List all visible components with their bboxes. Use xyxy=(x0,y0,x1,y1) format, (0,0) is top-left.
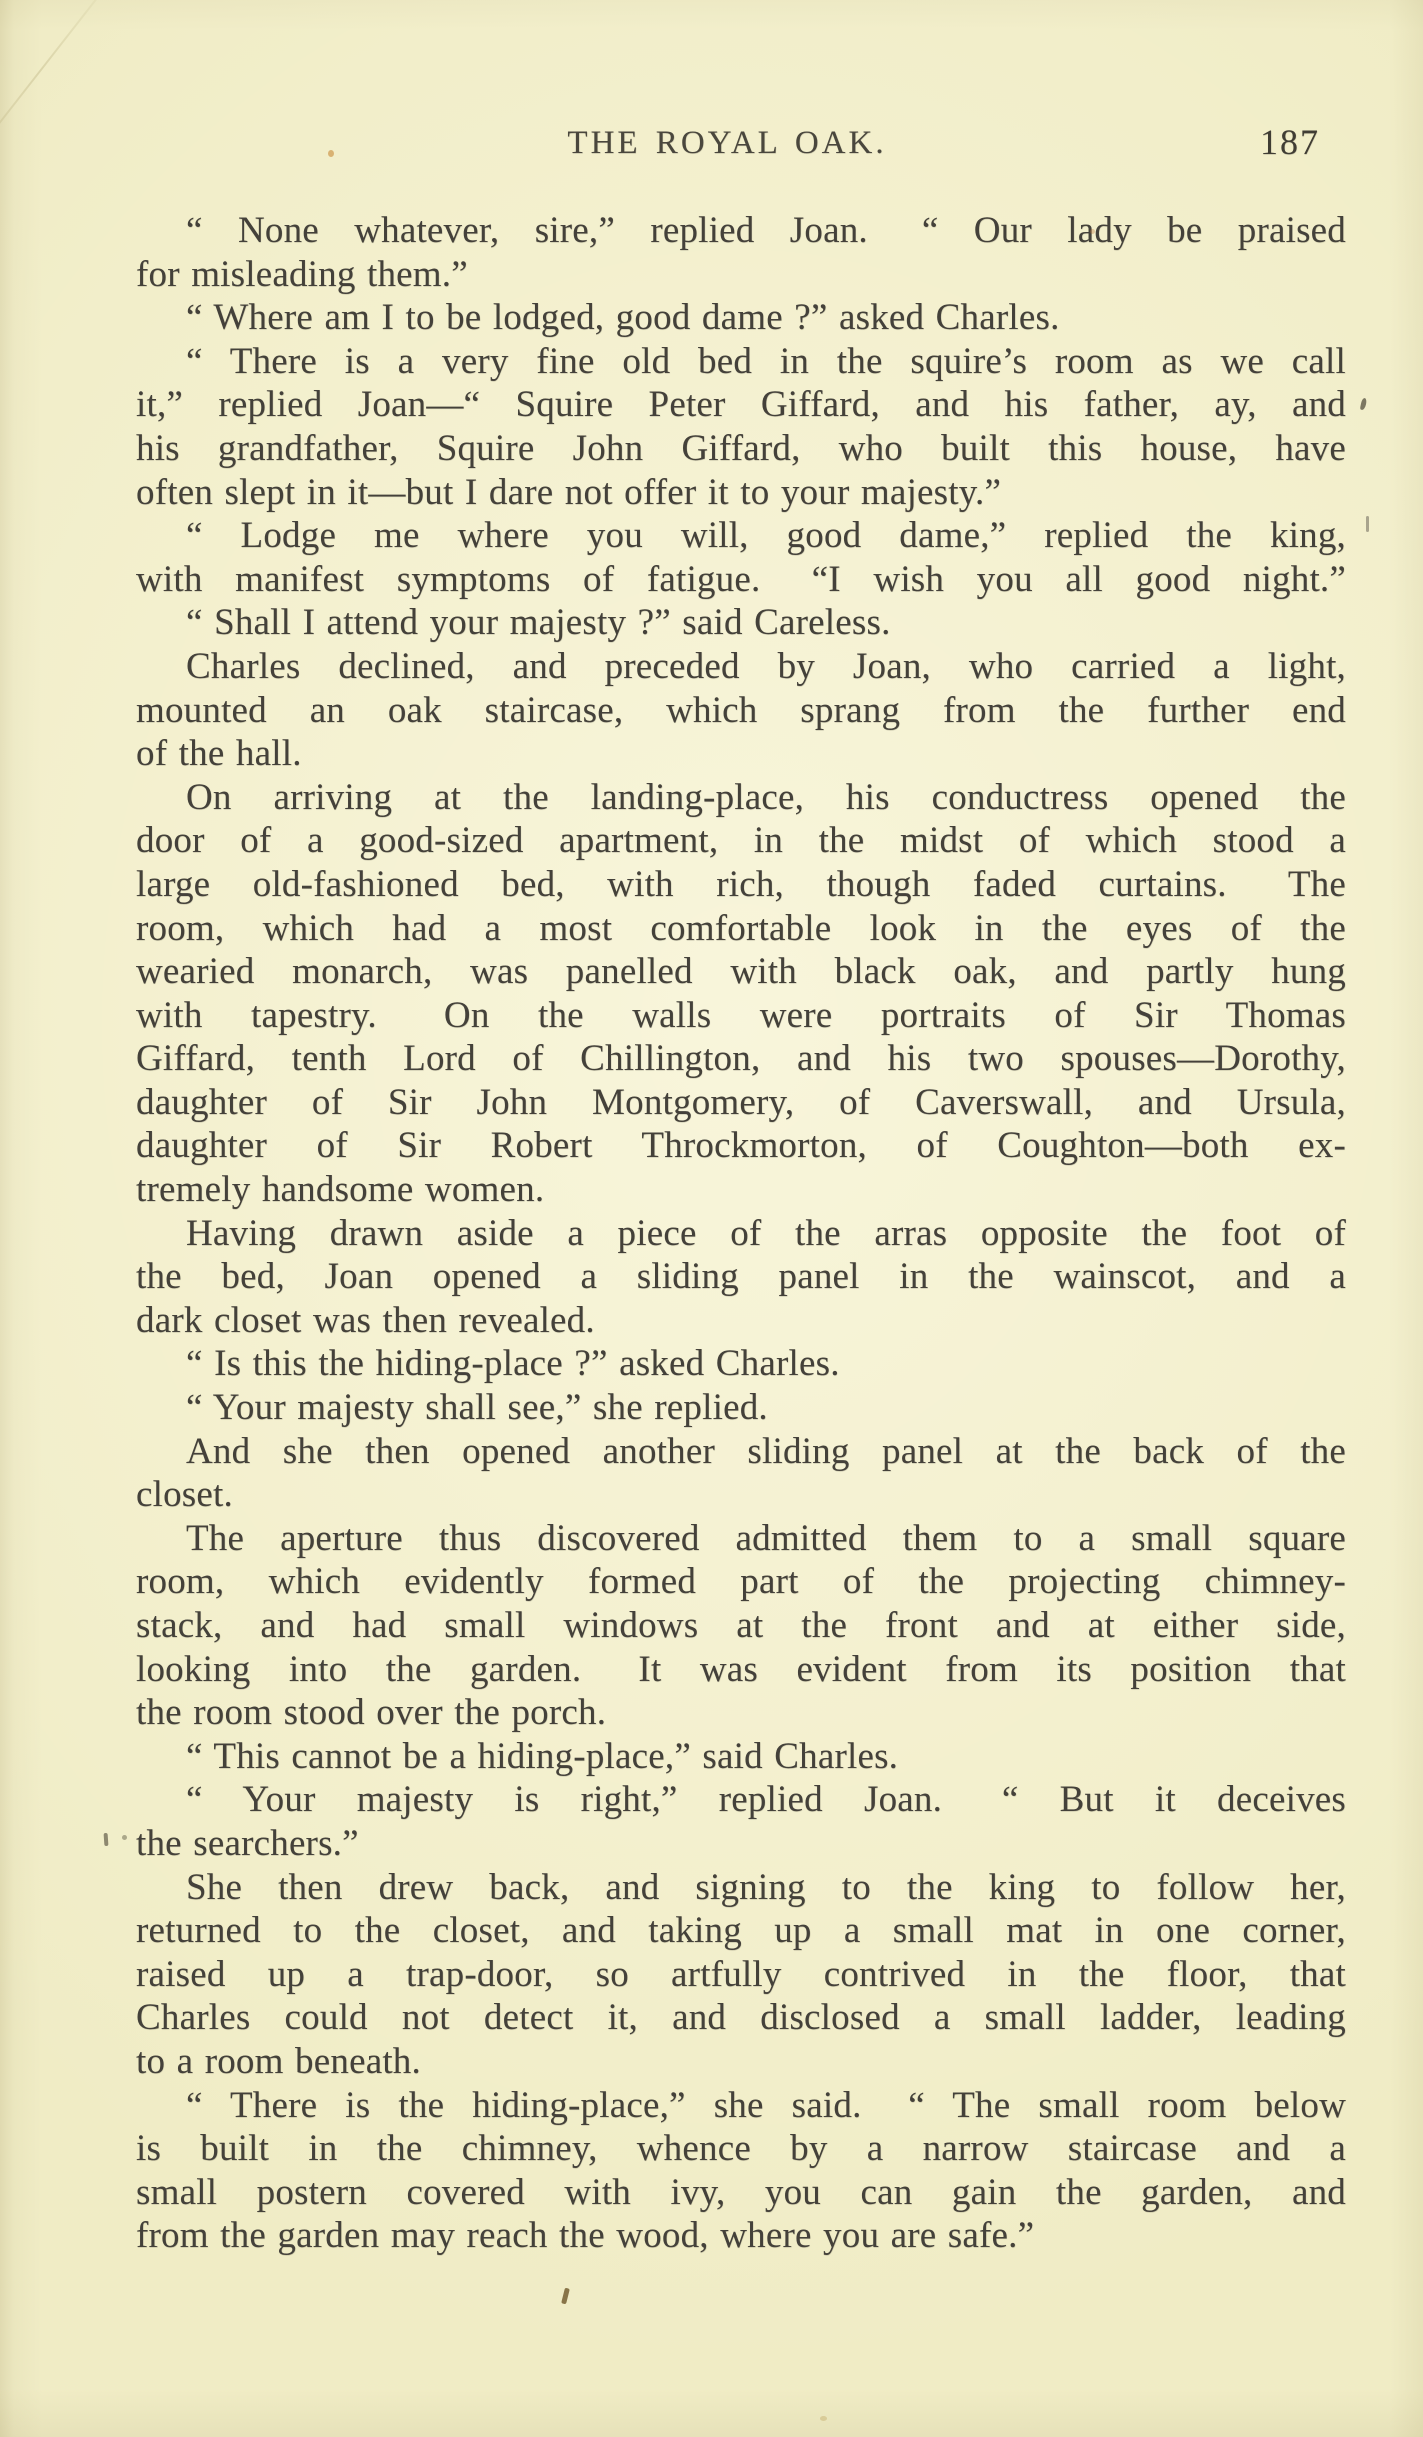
text-line: “ Your majesty shall see,” she replied. xyxy=(186,1387,768,1429)
text-line: large old-fashioned bed, with rich, though faded curtains. The xyxy=(136,863,1346,905)
text-line: “ There is the hiding-place,” she said. “ The small room below xyxy=(186,2084,1346,2126)
text-line: returned to the closet, and taking up a small mat in one corner, xyxy=(136,1910,1346,1952)
text-line: “ This cannot be a hiding-place,” said Charles. xyxy=(186,1735,899,1777)
text-line: Charles declined, and preceded by Joan, who carried a light, xyxy=(186,645,1346,687)
text-line: stack, and had small windows at the front and at either side, xyxy=(136,1605,1346,1646)
text-line: with manifest symptoms of fatigue. “I wish you all good night.” xyxy=(136,558,1346,600)
page-text-block xyxy=(136,209,1346,2258)
foxing-speck xyxy=(1090,229,1095,234)
page-number: 187 xyxy=(1260,122,1320,162)
text-line: tremely handsome women. xyxy=(136,1169,545,1211)
text-line: often slept in it—but I dare not offer it to your majesty.” xyxy=(136,471,1002,513)
text-line: “ Shall I attend your majesty ?” said Careless. xyxy=(186,602,891,644)
text-line: mounted an oak staircase, which sprang from the further end xyxy=(136,689,1346,731)
text-line: dark closet was then revealed. xyxy=(136,1299,595,1341)
text-line: for misleading them.” xyxy=(136,253,468,295)
ink-speck xyxy=(561,2288,570,2305)
text-line: “ Your majesty is right,” replied Joan. “ But it deceives xyxy=(186,1779,1346,1821)
paper-crease xyxy=(0,0,120,254)
text-line: “ Is this the hiding-place ?” asked Charles. xyxy=(186,1343,840,1385)
text-line: Giffard, tenth Lord of Chillington, and his two spouses—Dorothy, xyxy=(136,1038,1346,1080)
text-line: room, which had a most comfortable look in the eyes of the xyxy=(136,907,1346,949)
text-line: Charles could not detect it, and disclosed a small ladder, leading xyxy=(136,1997,1346,2039)
text-line: door of a good-sized apartment, in the midst of which stood a xyxy=(136,820,1346,862)
text-line: daughter of Sir Robert Throckmorton, of Coughton—both ex- xyxy=(136,1125,1346,1167)
foxing-speck xyxy=(820,2416,827,2421)
running-title: THE ROYAL OAK. xyxy=(567,125,887,161)
text-line: looking into the garden. It was evident from its position that xyxy=(136,1648,1346,1690)
text-line: “ None whatever, sire,” replied Joan. “ Our lady be praised xyxy=(186,210,1346,251)
ink-speck xyxy=(122,1835,127,1840)
text-line: with tapestry. On the walls were portraits of Sir Thomas xyxy=(136,994,1346,1036)
text-line: “ Lodge me where you will, good dame,” replied the king, xyxy=(186,515,1346,557)
text-line: room, which evidently formed part of the projecting chimney- xyxy=(136,1561,1346,1603)
text-line: of the hall. xyxy=(136,733,302,775)
ink-speck xyxy=(104,1833,109,1846)
text-line: She then drew back, and signing to the king to follow her, xyxy=(186,1866,1346,1908)
foxing-speck xyxy=(328,150,334,157)
ink-speck xyxy=(1366,516,1369,532)
text-line: the room stood over the porch. xyxy=(136,1692,607,1734)
text-line: wearied monarch, was panelled with black oak, and partly hung xyxy=(136,951,1346,993)
text-line: closet. xyxy=(136,1474,233,1516)
text-line: raised up a trap-door, so artfully contrived in the floor, that xyxy=(136,1953,1346,1995)
text-line: his grandfather, Squire John Giffard, who built this house, have xyxy=(136,427,1346,469)
text-line: The aperture thus discovered admitted them to a small square xyxy=(186,1517,1346,1559)
text-line: daughter of Sir John Montgomery, of Caverswall, and Ursula, xyxy=(136,1081,1346,1123)
text-line: the searchers.” xyxy=(136,1822,359,1864)
text-line: it,” replied Joan—“ Squire Peter Giffard, and his father, ay, and xyxy=(136,384,1346,426)
text-line: “ Where am I to be lodged, good dame ?” asked Charles. xyxy=(186,297,1060,339)
text-line: to a room beneath. xyxy=(136,2040,421,2082)
text-line: is built in the chimney, whence by a narrow staircase and a xyxy=(136,2128,1346,2170)
text-line: On arriving at the landing-place, his conductress opened the xyxy=(186,776,1346,818)
text-line: Having drawn aside a piece of the arras opposite the foot of xyxy=(186,1212,1346,1254)
text-line: from the garden may reach the wood, where you are safe.” xyxy=(136,2215,1035,2257)
text-line: And she then opened another sliding panel at the back of the xyxy=(186,1430,1346,1472)
text-line: “ There is a very fine old bed in the squire’s room as we call xyxy=(186,340,1346,382)
text-line: the bed, Joan opened a sliding panel in the wainscot, and a xyxy=(136,1256,1346,1298)
page-header xyxy=(136,122,1346,175)
ink-speck xyxy=(1360,398,1367,411)
text-line: small postern covered with ivy, you can gain the garden, and xyxy=(136,2171,1346,2213)
